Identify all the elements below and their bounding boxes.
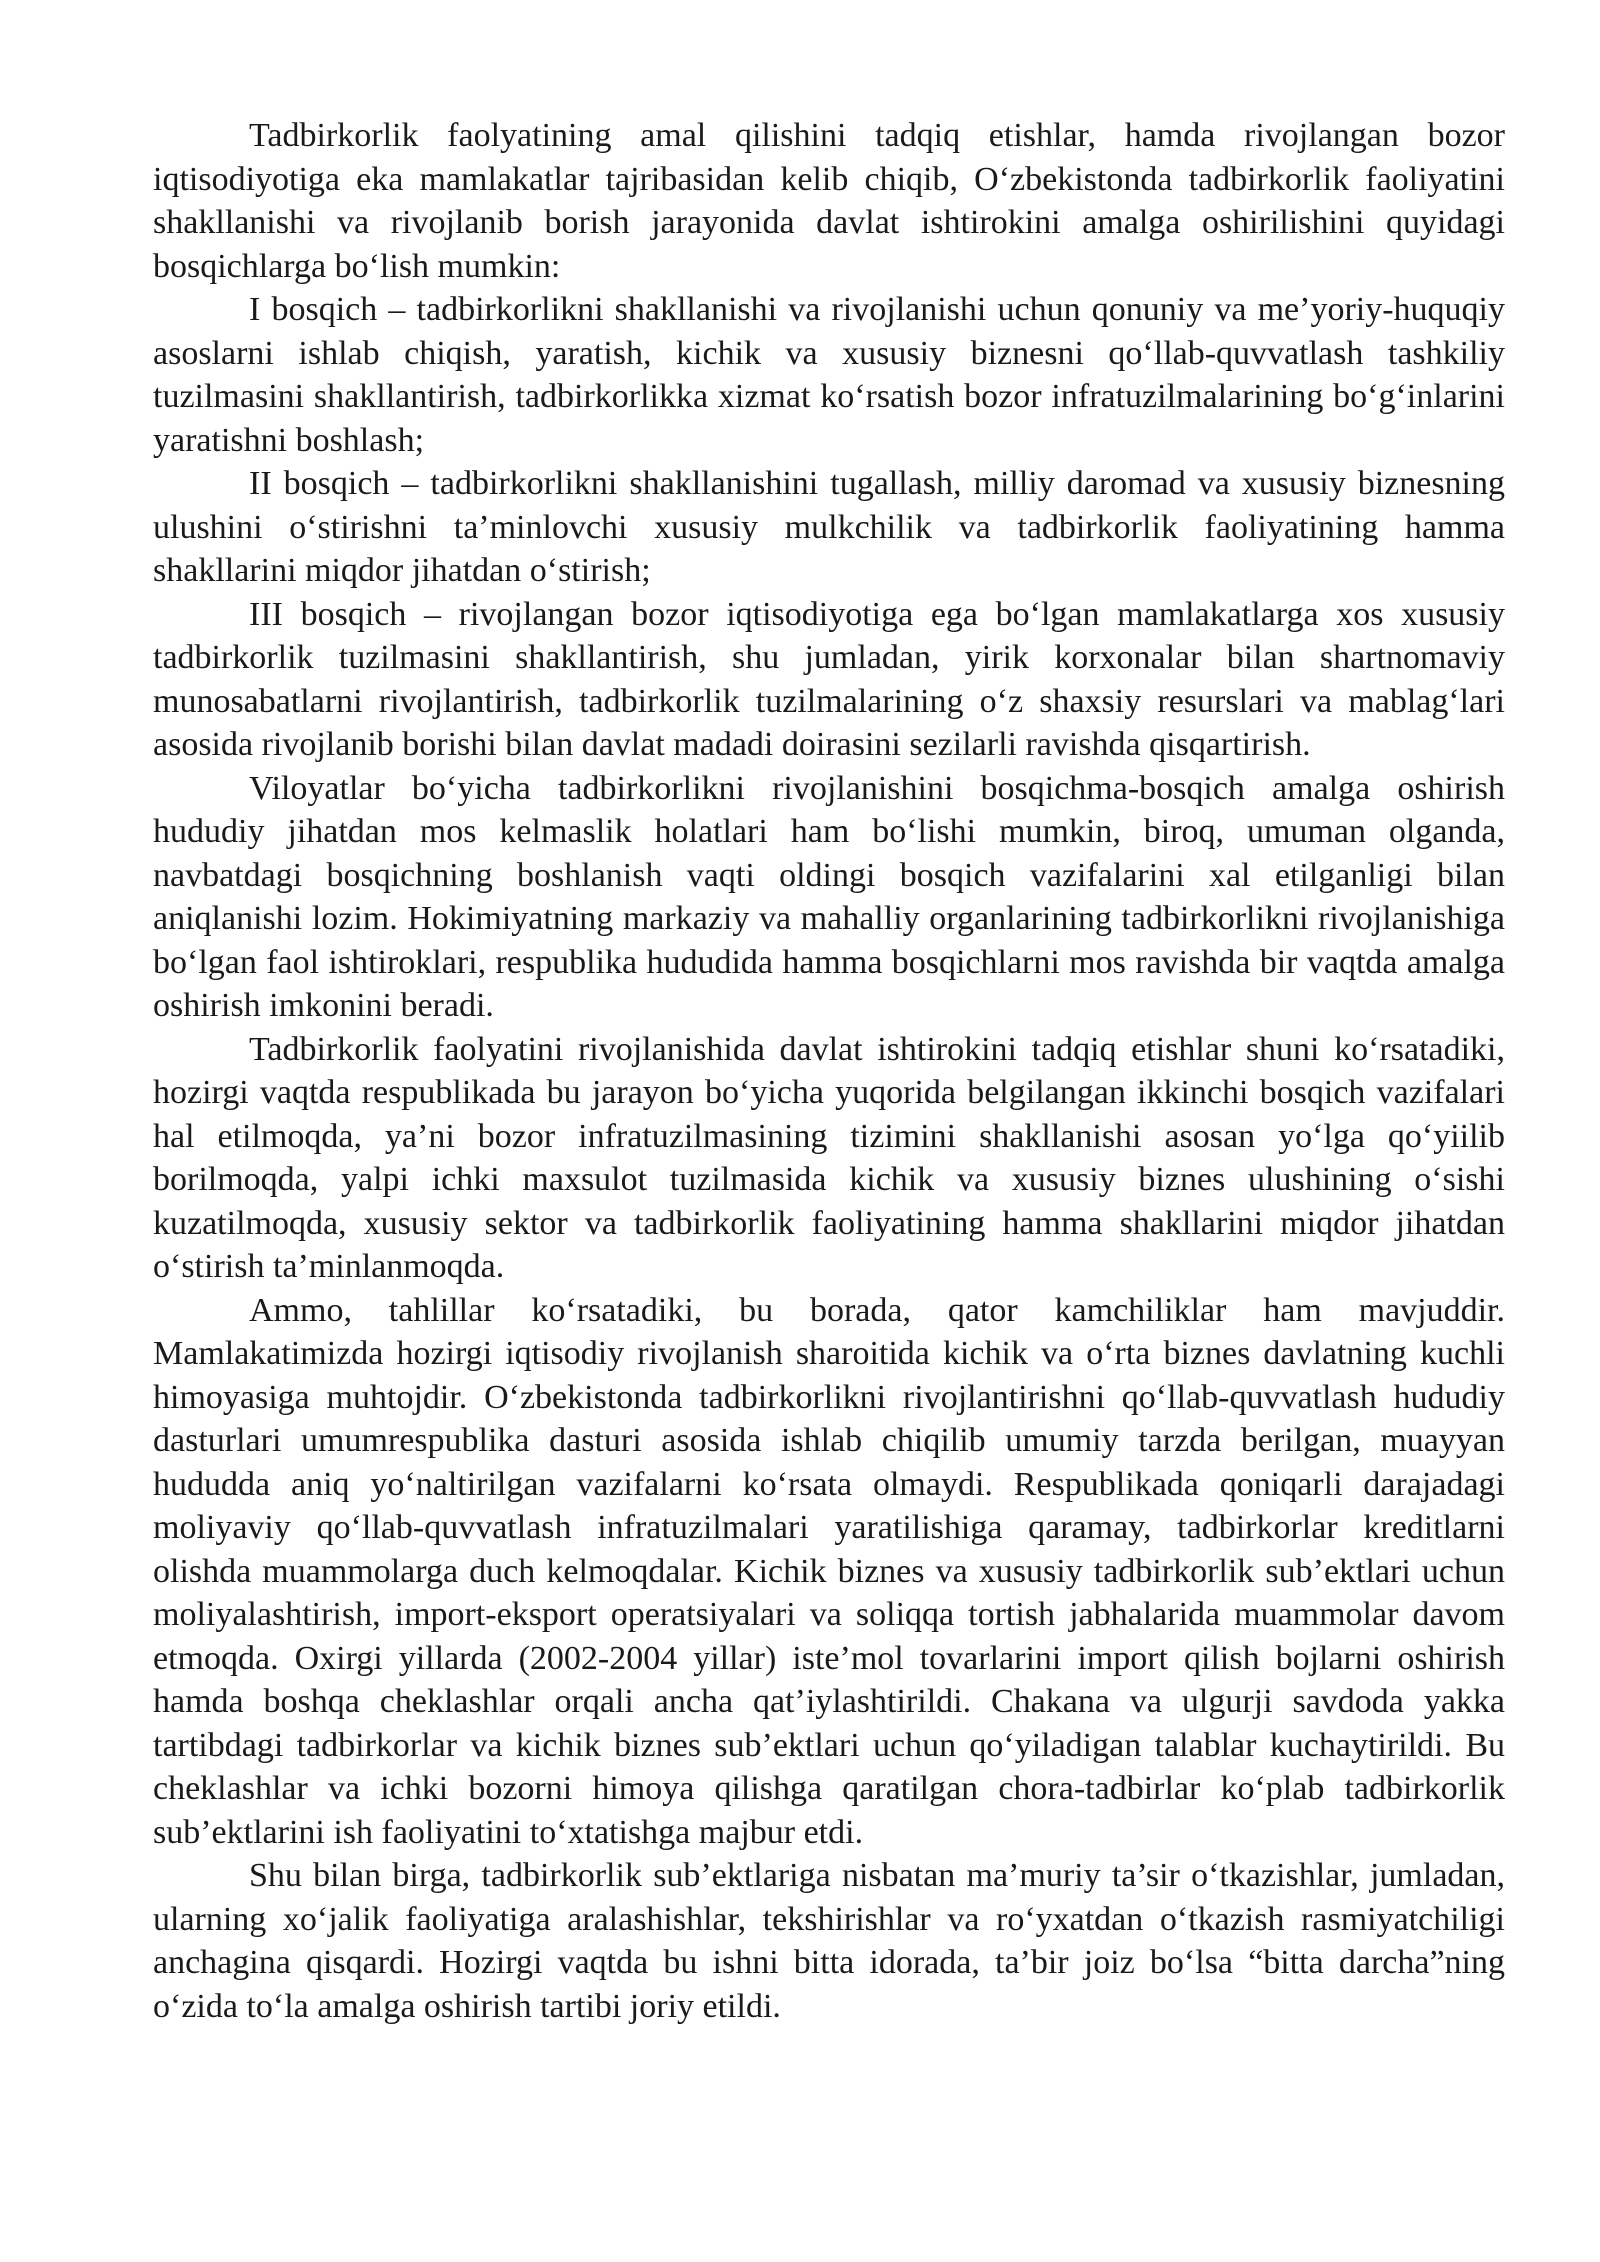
document-body: [153, 114, 1505, 2028]
paragraph-administrative: Shu bilan birga, tadbirkorlik sub’ektlariga nisbatan ma’muriy ta’sir o‘tkazishlar, jumladan, ularning xo‘jalik faoliyatiga aralashishlar, tekshirishlar va ro‘yxatdan o‘tkazish rasmiyatchiligi anchagina qisqardi. Hozirgi vaqtda bu ishni bitta idorada, ta’bir joiz bo‘lsa “bitta darcha”ning o‘zida to‘la amalga oshirish tartibi joriy etildi.: [153, 1857, 1505, 2025]
paragraph-current-state: Tadbirkorlik faolyatini rivojlanishida davlat ishtirokini tadqiq etishlar shuni ko‘rsatadiki, hozirgi vaqtda respublikada bu jarayon bo‘yicha yuqorida belgilangan ikkinchi bosqich vazifalari hal etilmoqda, ya’ni bozor infratuzilmasining tizimini shakllanishi asosan yo‘lga qo‘yiilib borilmoqda, yalpi ichki maxsulot tuzilmasida kichik va xususiy biznes ulushining o‘sishi kuzatilmoqda, xususiy sektor va tadbirkorlik faoliyatining hamma shakllarini miqdor jihatdan o‘stirish ta’minlanmoqda.: [153, 1030, 1505, 1285]
paragraph-stage-2: II bosqich – tadbirkorlikni shakllanishini tugallash, milliy daromad va xususiy biznesning ulushini o‘stirishni ta’minlovchi xususiy mulkchilik va tadbirkorlik faoliyatining hamma shakllarini miqdor jihatdan o‘stirish;: [153, 465, 1505, 589]
paragraph-regions: Viloyatlar bo‘yicha tadbirkorlikni rivojlanishini bosqichma-bosqich amalga oshirish hududiy jihatdan mos kelmaslik holatlari ham bo‘lishi mumkin, biroq, umuman olganda, navbatdagi bosqichning boshlanish vaqti oldingi bosqich vazifalarini xal etilganligi bilan aniqlanishi lozim. Hokimiyatning markaziy va mahalliy organlarining tadbirkorlikni rivojlanishiga bo‘lgan faol ishtiroklari, respublika hududida hamma bosqichlarni mos ravishda bir vaqtda amalga oshirish imkonini beradi.: [153, 769, 1505, 1024]
paragraph-intro: Tadbirkorlik faolyatining amal qilishini tadqiq etishlar, hamda rivojlangan bozor iqtisodiyotiga eka mamlakatlar tajribasidan kelib chiqib, O‘zbekistonda tadbirkorlik faoliyatini shakllanishi va rivojlanib borish jarayonida davlat ishtirokini amalga oshirilishini quyidagi bosqichlarga bo‘lish mumkin:: [153, 117, 1505, 285]
paragraph-shortcomings: Ammo, tahlillar ko‘rsatadiki, bu borada, qator kamchiliklar ham mavjuddir. Mamlakatimizda hozirgi iqtisodiy rivojlanish sharoitida kichik va o‘rta biznes davlatning kuchli himoyasiga muhtojdir. O‘zbekistonda tadbirkorlikni rivojlantirishni qo‘llab-quvvatlash hududiy dasturlari umumrespublika dasturi asosida ishlab chiqilib umumiy tarzda berilgan, muayyan hududda aniq yo‘naltirilgan vazifalarni ko‘rsata olmaydi. Respublikada qoniqarli darajadagi moliyaviy qo‘llab-quvvatlash infratuzilmalari yaratilishiga qaramay, tadbirkorlar kreditlarni olishda muammolarga duch kelmoqdalar. Kichik biznes va xususiy tadbirkorlik sub’ektlari uchun moliyalashtirish, import-eksport operatsiyalari va soliqqa tortish jabhalarida muammolar davom etmoqda. Oxirgi yillarda (2002-2004 yillar) iste’mol tovarlarini import qilish bojlarni oshirish hamda boshqa cheklashlar orqali ancha qat’iylashtirildi. Chakana va ulgurji savdoda yakka tartibdagi tadbirkorlar va kichik biznes sub’ektlari uchun qo‘yiladigan talablar kuchaytirildi. Bu cheklashlar va ichki bozorni himoya qilishga qaratilgan chora-tadbirlar ko‘plab tadbirkorlik sub’ektlarini ish faoliyatini to‘xtatishga majbur etdi.: [153, 1291, 1505, 1851]
paragraph-stage-1: I bosqich – tadbirkorlikni shakllanishi va rivojlanishi uchun qonuniy va me’yoriy-huquqiy asoslarni ishlab chiqish, yaratish, kichik va xususiy biznesni qo‘llab-quvvatlash tashkiliy tuzilmasini shakllantirish, tadbirkorlikka xizmat ko‘rsatish bozor infratuzilmalarining bo‘g‘inlarini yaratishni boshlash;: [153, 291, 1505, 459]
paragraph-stage-3: III bosqich – rivojlangan bozor iqtisodiyotiga ega bo‘lgan mamlakatlarga xos xususiy tadbirkorlik tuzilmasini shakllantirish, shu jumladan, yirik korxonalar bilan shartnomaviy munosabatlarni rivojlantirish, tadbirkorlik tuzilmalarining o‘z shaxsiy resurslari va mablag‘lari asosida rivojlanib borishi bilan davlat madadi doirasini sezilarli ravishda qisqartirish.: [153, 595, 1505, 763]
